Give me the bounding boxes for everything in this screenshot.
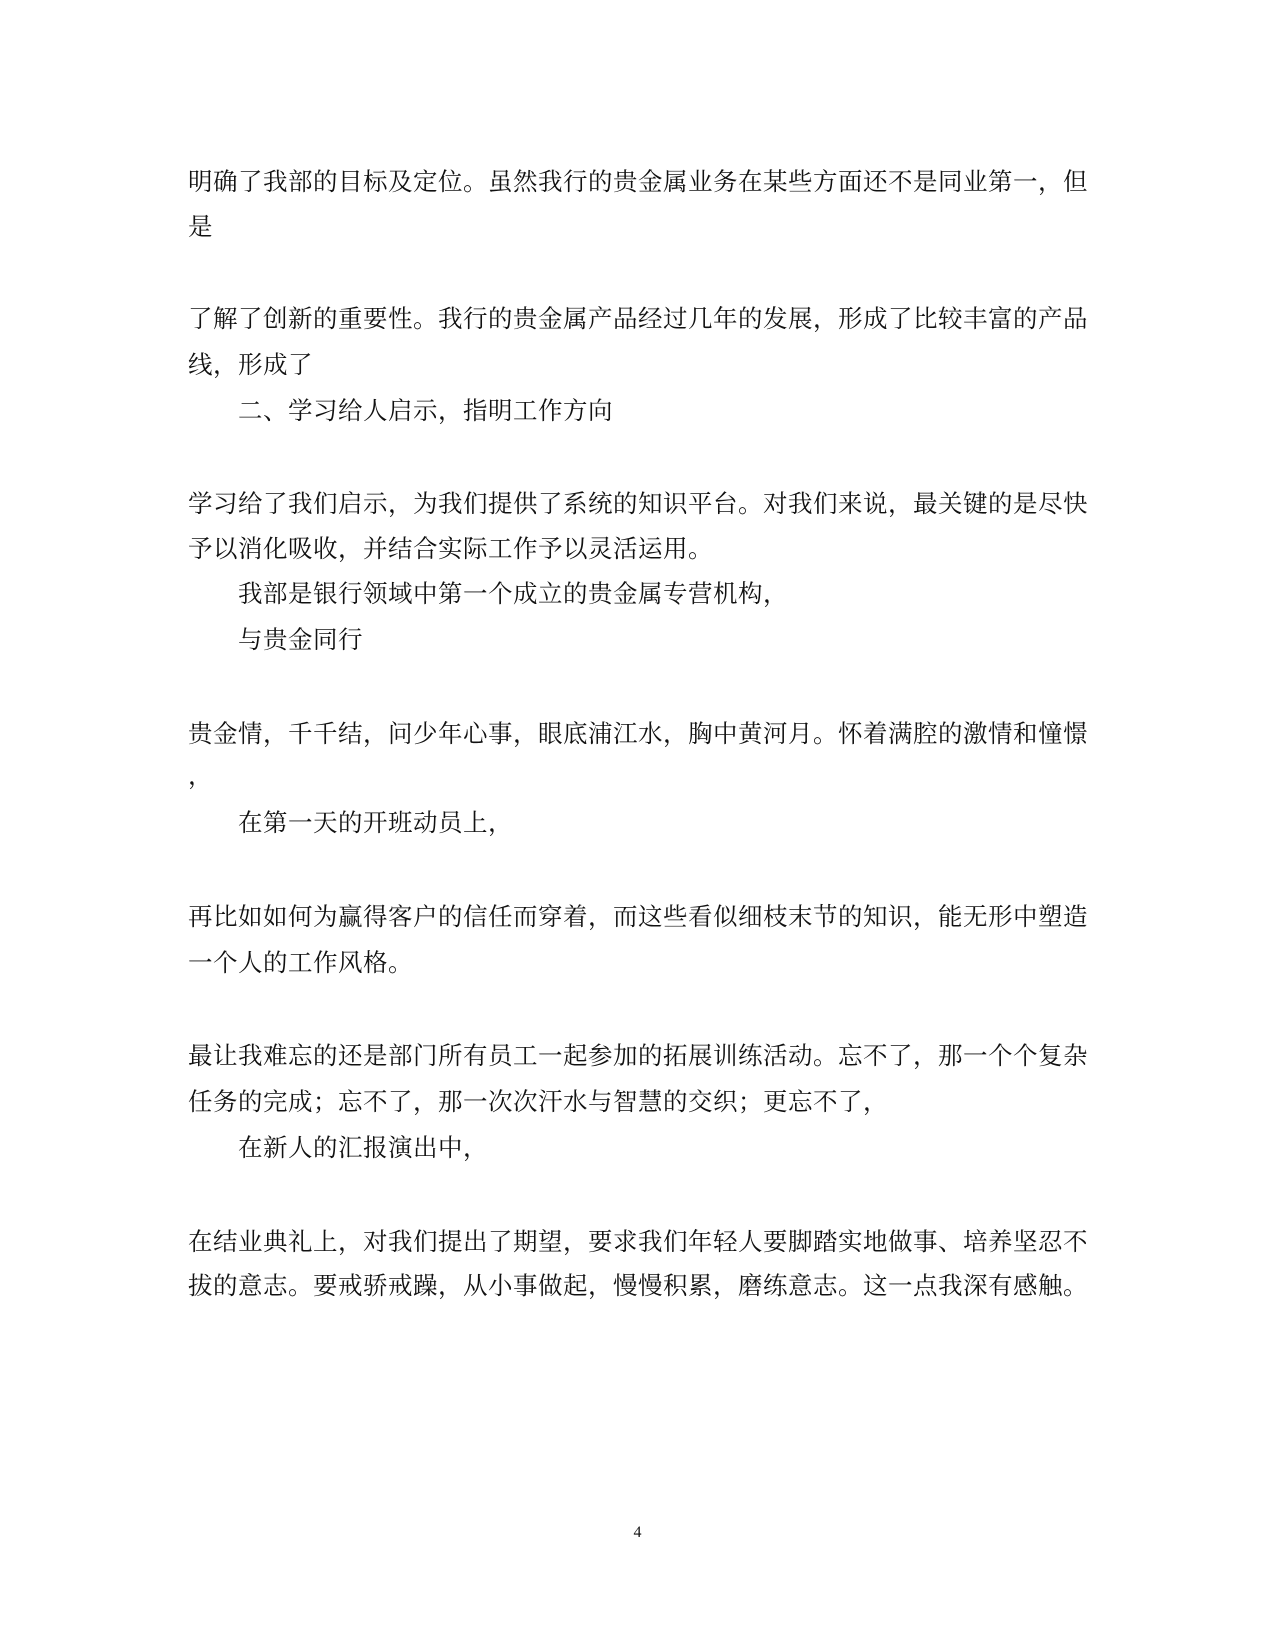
text-line: 任务的完成；忘不了，那一次次汗水与智慧的交织；更忘不了， — [188, 1087, 888, 1116]
text-line: 明确了我部的目标及定位。虽然我行的贵金属业务在某些方面还不是同业第一，但 — [188, 167, 1088, 196]
text-line: ， — [188, 761, 213, 790]
text-line: 学习给了我们启示，为我们提供了系统的知识平台。对我们来说，最关键的是尽快 — [188, 489, 1088, 518]
text-line: 线，形成了 — [188, 350, 313, 379]
text-line: 我部是银行领域中第一个成立的贵金属专营机构， — [238, 579, 788, 608]
text-line: 在新人的汇报演出中， — [238, 1133, 488, 1162]
section-heading: 二、学习给人启示，指明工作方向 — [238, 396, 613, 425]
page-number: 4 — [633, 1524, 642, 1541]
text-line: 予以消化吸收，并结合实际工作予以灵活运用。 — [188, 534, 713, 563]
text-line: 了解了创新的重要性。我行的贵金属产品经过几年的发展，形成了比较丰富的产品 — [188, 304, 1088, 333]
text-line: 是 — [188, 212, 213, 241]
text-line: 与贵金同行 — [238, 625, 363, 654]
text-line: 再比如如何为赢得客户的信任而穿着，而这些看似细枝末节的知识，能无形中塑造 — [188, 902, 1088, 931]
text-line: 拔的意志。要戒骄戒躁，从小事做起，慢慢积累，磨练意志。这一点我深有感触。 — [188, 1271, 1088, 1300]
text-line: 贵金情，千千结，问少年心事，眼底浦江水，胸中黄河月。怀着满腔的激情和憧憬 — [188, 719, 1088, 748]
text-line: 在第一天的开班动员上， — [238, 808, 513, 837]
text-line: 一个人的工作风格。 — [188, 948, 413, 977]
text-line: 最让我难忘的还是部门所有员工一起参加的拓展训练活动。忘不了，那一个个复杂 — [188, 1041, 1088, 1070]
text-line: 在结业典礼上，对我们提出了期望，要求我们年轻人要脚踏实地做事、培养坚忍不 — [188, 1227, 1088, 1256]
